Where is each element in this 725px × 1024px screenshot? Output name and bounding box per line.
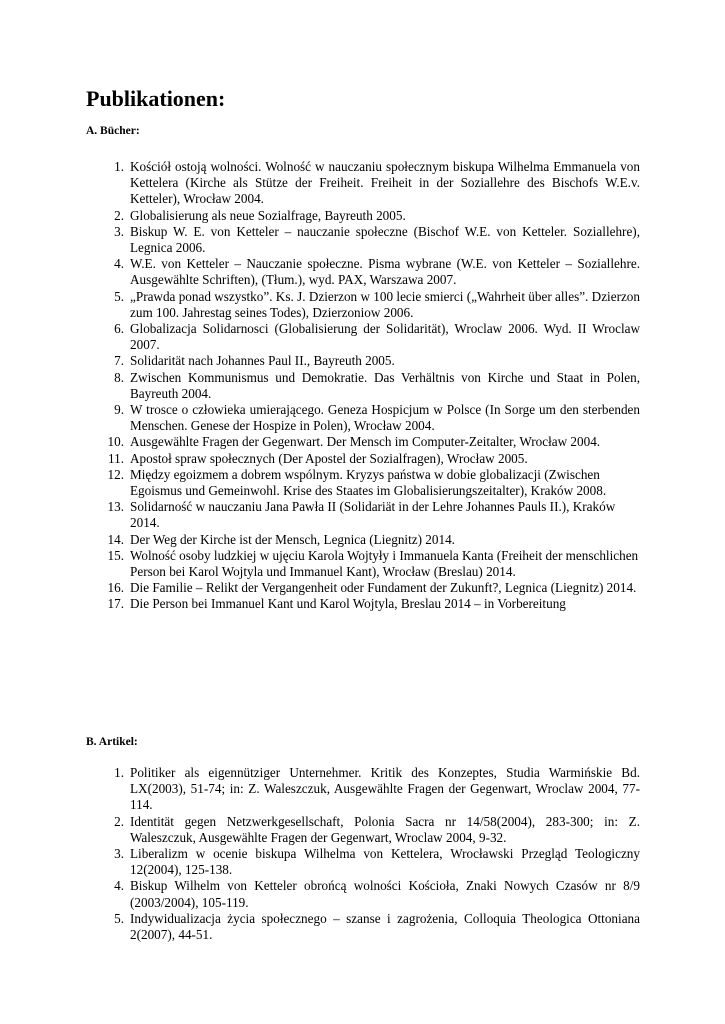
item-number: 7. xyxy=(114,353,124,369)
item-text: Die Familie – Relikt der Vergangenheit oder Fundament der Zukunft?, Legnica (Liegnitz) 2014. xyxy=(130,580,637,596)
item-number: 1. xyxy=(114,159,124,174)
list-item xyxy=(0,467,640,499)
item-text: Między egoizmem a dobrem wspólnym. Kryzys państwa w dobie globalizacji (Zwischen Egoismus und Gemeinwohl. Krise des Staates im Globalisierungszeitalter), Kraków 2008. xyxy=(130,466,607,499)
item-number: 17. xyxy=(107,596,124,612)
item-text: Zwischen Kommunismus und Demokratie. Das Verhältnis von Kirche und Staat in Polen, Bayreuth 2004. xyxy=(130,369,640,401)
list-item xyxy=(0,765,640,814)
list-item xyxy=(0,596,640,612)
list-item xyxy=(0,353,640,369)
list-item xyxy=(0,321,640,353)
list-item xyxy=(0,499,640,531)
page-title: Publikationen: xyxy=(86,86,226,111)
item-text: Indywidualizacja życia społecznego – szanse i zagrożenia, Colloquia Theologica Ottoniana 2(2007), 44-51. xyxy=(130,910,640,943)
list-item xyxy=(0,224,640,256)
section-b-heading: B. Artikel: xyxy=(86,736,138,748)
item-text: Kościół ostoją wolności. Wolność w nauczaniu społecznym biskupa Wilhelma Emmanuela von Kettelera (Kirche als Stütze der Freiheit. Freiheit in der Soziallehre des Bischofs W.E.v. Ketteler), Wrocław 2004. xyxy=(130,159,640,207)
item-text: Politiker als eigennütziger Unternehmer. Kritik des Konzeptes, Studia Warmińskie Bd. LX(2003), 51-74; in: Z. Waleszczuk, Ausgewählte Fragen der Gegenwart, Wroclaw 2004, 77-114. xyxy=(130,765,640,813)
list-item xyxy=(0,814,640,846)
item-text: W trosce o człowieka umierającego. Geneza Hospicjum w Polsce (In Sorge um den sterbenden Menschen. Genese der Hospize in Polen), Wrocław 2004. xyxy=(130,402,640,434)
list-item xyxy=(0,451,640,467)
list-item xyxy=(0,256,640,288)
list-item xyxy=(0,580,640,596)
item-number: 10. xyxy=(107,434,124,450)
item-number: 13. xyxy=(107,499,124,515)
list-item xyxy=(0,846,640,878)
item-number: 1. xyxy=(114,765,124,780)
item-number: 2. xyxy=(114,207,124,223)
list-item xyxy=(0,434,640,450)
item-number: 4. xyxy=(114,256,124,272)
item-text: Ausgewählte Fragen der Gegenwart. Der Mensch im Computer-Zeitalter, Wrocław 2004. xyxy=(130,434,601,450)
item-number: 16. xyxy=(107,580,124,596)
list-item xyxy=(0,370,640,402)
books-list xyxy=(0,159,640,613)
item-text: Der Weg der Kirche ist der Mensch, Legnica (Liegnitz) 2014. xyxy=(130,531,455,547)
item-text: Globalisierung als neue Sozialfrage, Bayreuth 2005. xyxy=(130,207,406,223)
item-number: 8. xyxy=(114,369,124,385)
item-text: Identität gegen Netzwerkgesellschaft, Polonia Sacra nr 14/58(2004), 283-300; in: Z. Waleszczuk, Ausgewählte Fragen der Gegenwart, Wroclaw 2004, 9-32. xyxy=(130,813,640,845)
item-text: „Prawda ponad wszystko”. Ks. J. Dzierzon w 100 lecie smierci („Wahrheit über alles”. Dzierzon zum 100. Jahrestag seines Todes), Dzierzoniow 2006. xyxy=(130,288,640,320)
list-item xyxy=(0,878,640,910)
item-number: 9. xyxy=(114,402,124,418)
item-number: 3. xyxy=(114,223,124,239)
list-item xyxy=(0,402,640,434)
list-item xyxy=(0,911,640,943)
item-number: 12. xyxy=(107,466,124,482)
item-number: 4. xyxy=(114,878,124,894)
item-text: Solidarität nach Johannes Paul II., Bayreuth 2005. xyxy=(130,353,395,369)
item-number: 2. xyxy=(114,813,124,829)
item-number: 5. xyxy=(114,910,124,926)
list-item xyxy=(0,532,640,548)
item-number: 11. xyxy=(108,450,124,466)
list-item xyxy=(0,548,640,580)
item-text: Liberalizm w ocenie biskupa Wilhelma von Kettelera, Wrocławski Przegląd Teologiczny 12(2004), 125-138. xyxy=(130,846,640,878)
item-text: Biskup W. E. von Ketteler – nauczanie społeczne (Bischof W.E. von Ketteler. Soziallehre), Legnica 2006. xyxy=(130,223,640,256)
item-number: 15. xyxy=(107,547,124,563)
item-text: W.E. von Ketteler – Nauczanie społeczne. Pisma wybrane (W.E. von Ketteler – Soziallehre. Ausgewählte Schriften), (Tłum.), wyd. PAX, Warszawa 2007. xyxy=(130,256,640,288)
item-number: 14. xyxy=(107,531,124,547)
item-text: Wolność osoby ludzkiej w ujęciu Karola Wojtyły i Immanuela Kanta (Freiheit der menschlichen Person bei Karol Wojtyla und Immanuel Kant), Wrocław (Breslau) 2014. xyxy=(130,547,639,580)
item-number: 6. xyxy=(114,321,124,337)
item-number: 5. xyxy=(114,288,124,304)
list-item xyxy=(0,159,640,208)
item-text: Globalizacja Solidarnosci (Globalisierung der Solidarität), Wroclaw 2006. Wyd. II Wroclaw 2007. xyxy=(130,321,640,353)
item-number: 3. xyxy=(114,846,124,862)
item-text: Biskup Wilhelm von Ketteler obrońcą wolności Kościoła, Znaki Nowych Czasów nr 8/9 (2003/2004), 105-119. xyxy=(130,878,640,910)
list-item xyxy=(0,208,640,224)
item-text: Solidarność w nauczaniu Jana Pawła II (Solidariät in der Lehre Johannes Pauls II.), Kraków 2014. xyxy=(130,499,616,531)
item-text: Apostoł spraw społecznych (Der Apostel der Sozialfragen), Wrocław 2005. xyxy=(130,450,528,466)
articles-list xyxy=(0,765,640,943)
list-item xyxy=(0,289,640,321)
section-a-heading: A. Bücher: xyxy=(86,125,140,137)
item-text: Die Person bei Immanuel Kant und Karol Wojtyla, Breslau 2014 – in Vorbereitung xyxy=(130,596,566,612)
